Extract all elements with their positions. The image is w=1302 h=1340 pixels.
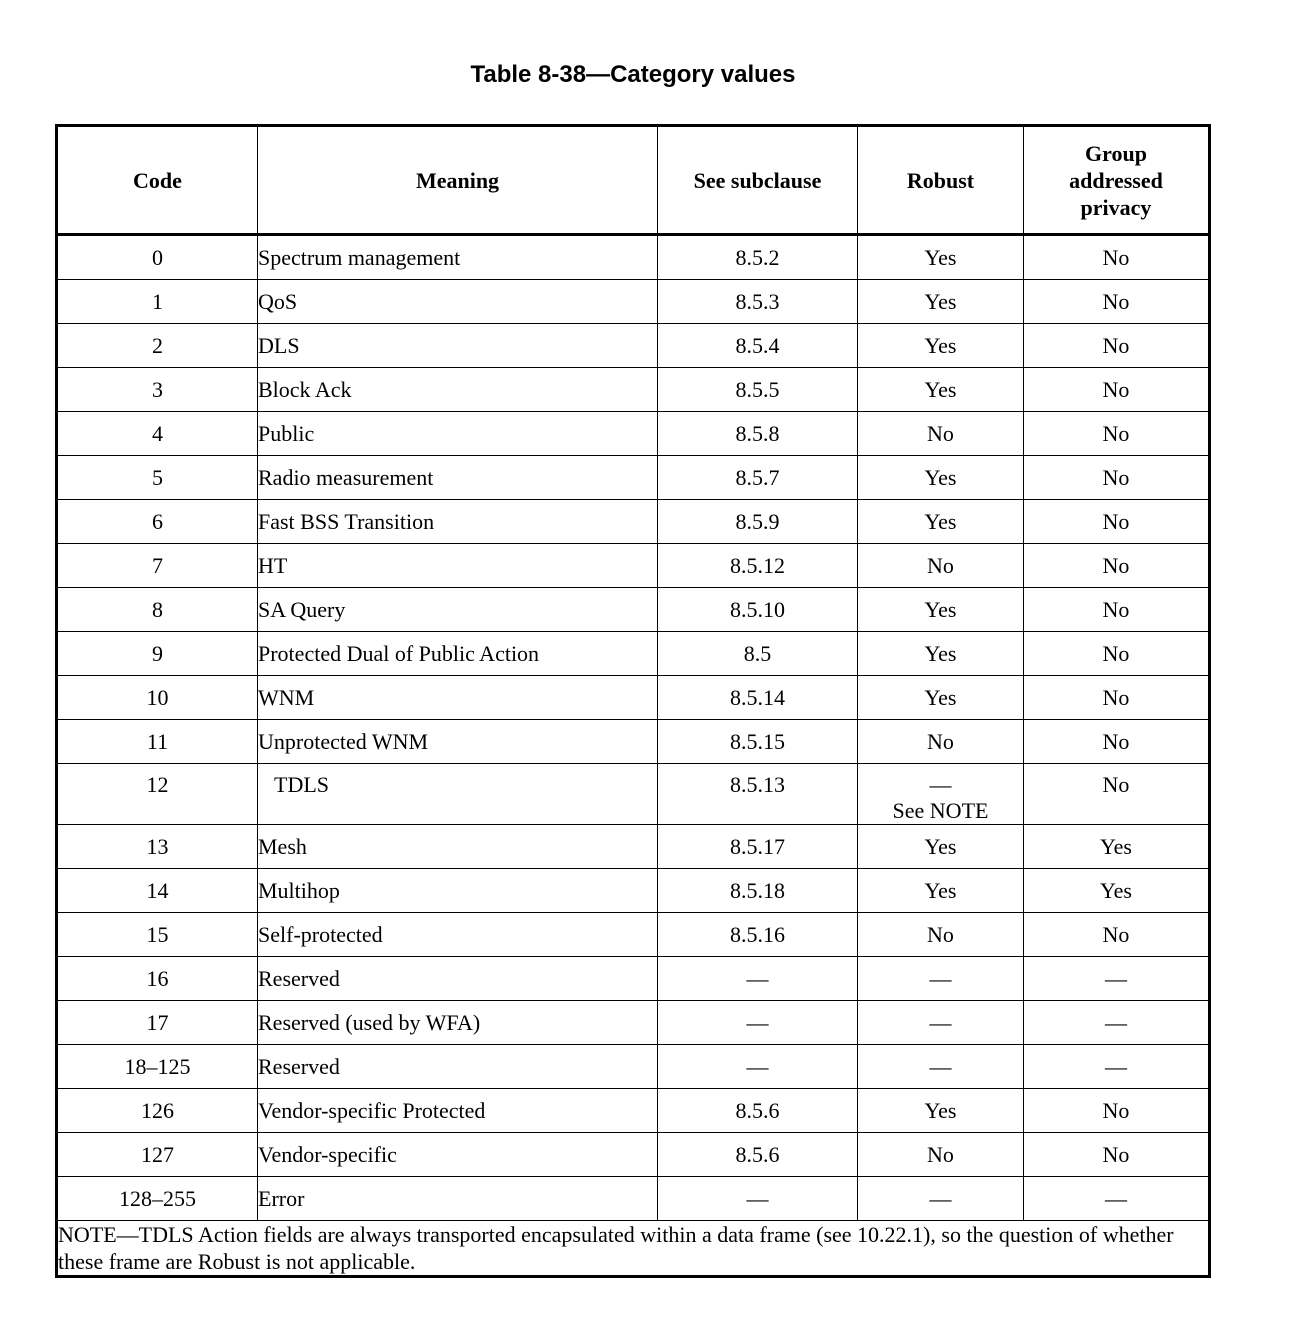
cell-group-privacy: No xyxy=(1024,235,1210,280)
cell-subclause: — xyxy=(658,1177,858,1221)
cell-meaning: Reserved xyxy=(258,957,658,1001)
cell-robust: Yes xyxy=(858,280,1024,324)
cell-robust: Yes xyxy=(858,632,1024,676)
cell-robust: Yes xyxy=(858,676,1024,720)
cell-robust: Yes xyxy=(858,1089,1024,1133)
cell-code: 9 xyxy=(57,632,258,676)
cell-group-privacy: — xyxy=(1024,1045,1210,1089)
cell-group-privacy: No xyxy=(1024,456,1210,500)
cell-group-privacy: No xyxy=(1024,588,1210,632)
cell-robust: Yes xyxy=(858,235,1024,280)
cell-code: 17 xyxy=(57,1001,258,1045)
cell-meaning: Protected Dual of Public Action xyxy=(258,632,658,676)
cell-meaning: Public xyxy=(258,412,658,456)
table-row xyxy=(57,280,1210,324)
table-title: Table 8-38—Category values xyxy=(470,61,796,88)
table-row xyxy=(57,1045,1210,1089)
cell-subclause: 8.5.6 xyxy=(658,1133,858,1177)
cell-group-privacy: No xyxy=(1024,412,1210,456)
header-row xyxy=(57,126,1210,235)
cell-subclause: 8.5.3 xyxy=(658,280,858,324)
header-meaning: Meaning xyxy=(258,126,658,235)
cell-group-privacy: No xyxy=(1024,368,1210,412)
cell-meaning: DLS xyxy=(258,324,658,368)
cell-subclause: — xyxy=(658,1001,858,1045)
cell-group-privacy: No xyxy=(1024,544,1210,588)
cell-meaning: Vendor-specific xyxy=(258,1133,658,1177)
table-row xyxy=(57,1177,1210,1221)
cell-subclause: 8.5.14 xyxy=(658,676,858,720)
table-row xyxy=(57,235,1210,280)
cell-code: 126 xyxy=(57,1089,258,1133)
cell-subclause: 8.5.5 xyxy=(658,368,858,412)
cell-meaning: Spectrum management xyxy=(258,235,658,280)
cell-code: 0 xyxy=(57,235,258,280)
cell-meaning: TDLS xyxy=(258,764,658,825)
robust-see-note: See NOTE xyxy=(892,798,989,823)
table-row xyxy=(57,913,1210,957)
cell-code: 10 xyxy=(57,676,258,720)
cell-meaning: HT xyxy=(258,544,658,588)
cell-code: 11 xyxy=(57,720,258,764)
cell-group-privacy: No xyxy=(1024,1089,1210,1133)
table-row xyxy=(57,720,1210,764)
cell-meaning: Mesh xyxy=(258,825,658,869)
cell-robust: Yes xyxy=(858,500,1024,544)
table-row xyxy=(57,500,1210,544)
cell-code: 14 xyxy=(57,869,258,913)
cell-code: 13 xyxy=(57,825,258,869)
table-row xyxy=(57,632,1210,676)
cell-code: 128–255 xyxy=(57,1177,258,1221)
cell-group-privacy: No xyxy=(1024,676,1210,720)
table-row xyxy=(57,957,1210,1001)
table-row xyxy=(57,368,1210,412)
table-row xyxy=(57,869,1210,913)
cell-subclause: 8.5.4 xyxy=(658,324,858,368)
cell-subclause: 8.5.17 xyxy=(658,825,858,869)
cell-subclause: 8.5.12 xyxy=(658,544,858,588)
cell-group-privacy: — xyxy=(1024,1001,1210,1045)
note-row xyxy=(57,1221,1210,1277)
cell-subclause: 8.5.8 xyxy=(658,412,858,456)
cell-code: 16 xyxy=(57,957,258,1001)
cell-code: 12 xyxy=(57,764,258,825)
cell-subclause: 8.5 xyxy=(658,632,858,676)
table-row xyxy=(57,676,1210,720)
cell-robust: — xyxy=(858,1045,1024,1089)
cell-subclause: 8.5.6 xyxy=(658,1089,858,1133)
header-group-addressed-privacy xyxy=(1024,126,1210,235)
cell-meaning: Vendor-specific Protected xyxy=(258,1089,658,1133)
cell-meaning: QoS xyxy=(258,280,658,324)
table-note: NOTE—TDLS Action fields are always transported encapsulated within a data frame (see 10.22.1), so the question of whether these frame are Robust is not applicable. xyxy=(57,1221,1210,1277)
cell-group-privacy: — xyxy=(1024,1177,1210,1221)
cell-code: 6 xyxy=(57,500,258,544)
cell-code: 4 xyxy=(57,412,258,456)
table-row xyxy=(57,324,1210,368)
table-row xyxy=(57,412,1210,456)
cell-meaning: Reserved (used by WFA) xyxy=(258,1001,658,1045)
cell-robust: — xyxy=(858,1001,1024,1045)
cell-group-privacy: No xyxy=(1024,632,1210,676)
cell-meaning: WNM xyxy=(258,676,658,720)
cell-robust: — xyxy=(858,1177,1024,1221)
cell-group-privacy: No xyxy=(1024,324,1210,368)
cell-robust: No xyxy=(858,720,1024,764)
table-row xyxy=(57,1089,1210,1133)
cell-code: 15 xyxy=(57,913,258,957)
table-row xyxy=(57,1001,1210,1045)
cell-meaning: Radio measurement xyxy=(258,456,658,500)
cell-code: 2 xyxy=(57,324,258,368)
table-row xyxy=(57,544,1210,588)
header-robust: Robust xyxy=(858,126,1024,235)
cell-robust: No xyxy=(858,913,1024,957)
cell-code: 7 xyxy=(57,544,258,588)
cell-robust: — xyxy=(858,957,1024,1001)
cell-subclause: 8.5.10 xyxy=(658,588,858,632)
cell-meaning: SA Query xyxy=(258,588,658,632)
cell-subclause: 8.5.16 xyxy=(658,913,858,957)
robust-dash: — xyxy=(929,772,952,797)
cell-robust: Yes xyxy=(858,368,1024,412)
cell-group-privacy: No xyxy=(1024,1133,1210,1177)
header-group-line3: privacy xyxy=(1080,194,1152,220)
cell-subclause: 8.5.2 xyxy=(658,235,858,280)
cell-code: 18–125 xyxy=(57,1045,258,1089)
cell-code: 5 xyxy=(57,456,258,500)
cell-subclause: — xyxy=(658,957,858,1001)
table-row xyxy=(57,1133,1210,1177)
cell-group-privacy: No xyxy=(1024,764,1210,825)
cell-meaning: Fast BSS Transition xyxy=(258,500,658,544)
table-row xyxy=(57,764,1210,825)
cell-code: 1 xyxy=(57,280,258,324)
cell-meaning: Multihop xyxy=(258,869,658,913)
cell-meaning: Self-protected xyxy=(258,913,658,957)
cell-robust: No xyxy=(858,412,1024,456)
table-row xyxy=(57,825,1210,869)
cell-code: 127 xyxy=(57,1133,258,1177)
header-group-line2: addressed xyxy=(1069,167,1163,193)
header-subclause: See subclause xyxy=(658,126,858,235)
cell-meaning: Block Ack xyxy=(258,368,658,412)
cell-code: 8 xyxy=(57,588,258,632)
cell-robust: No xyxy=(858,1133,1024,1177)
cell-robust: Yes xyxy=(858,324,1024,368)
cell-subclause: — xyxy=(658,1045,858,1089)
table-row xyxy=(57,588,1210,632)
table-body xyxy=(57,235,1210,1221)
cell-subclause: 8.5.7 xyxy=(658,456,858,500)
cell-robust: No xyxy=(858,544,1024,588)
cell-subclause: 8.5.9 xyxy=(658,500,858,544)
cell-robust xyxy=(858,764,1024,825)
cell-group-privacy: — xyxy=(1024,957,1210,1001)
cell-group-privacy: No xyxy=(1024,913,1210,957)
cell-robust: Yes xyxy=(858,456,1024,500)
category-values-table xyxy=(55,124,1211,1278)
header-code: Code xyxy=(57,126,258,235)
cell-meaning: Error xyxy=(258,1177,658,1221)
cell-group-privacy: Yes xyxy=(1024,869,1210,913)
header-group-line1: Group xyxy=(1085,140,1147,166)
cell-subclause: 8.5.13 xyxy=(658,764,858,825)
cell-robust: Yes xyxy=(858,825,1024,869)
cell-subclause: 8.5.18 xyxy=(658,869,858,913)
cell-group-privacy: No xyxy=(1024,500,1210,544)
cell-subclause: 8.5.15 xyxy=(658,720,858,764)
cell-robust: Yes xyxy=(858,588,1024,632)
cell-robust: Yes xyxy=(858,869,1024,913)
cell-group-privacy: No xyxy=(1024,280,1210,324)
table-row xyxy=(57,456,1210,500)
cell-group-privacy: Yes xyxy=(1024,825,1210,869)
cell-code: 3 xyxy=(57,368,258,412)
cell-meaning: Reserved xyxy=(258,1045,658,1089)
cell-meaning: Unprotected WNM xyxy=(258,720,658,764)
cell-group-privacy: No xyxy=(1024,720,1210,764)
